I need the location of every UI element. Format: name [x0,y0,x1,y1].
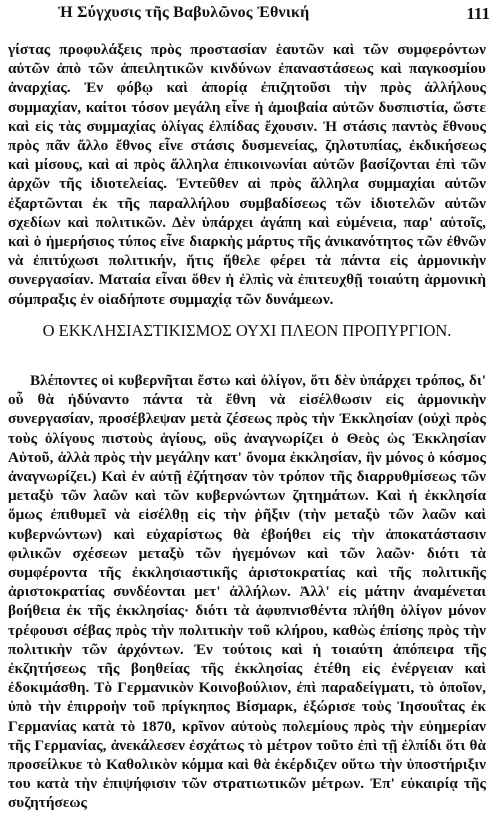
running-title: Ἡ Σύγχυσις τῆς Βαβυλῶνος Ἐθνική [58,4,310,21]
page-number: 111 [466,4,490,23]
body-paragraph: Βλέποντες οἱ κυβερνῆται ἔστω καὶ ὀλίγον, ὅτι δὲν ὑπάρχει τρόπος, δι' οὗ θὰ ἠδύναντο πάντα τὰ ἔθνη νὰ εἰσέλθωσιν εἰς ἁρμονικὴν συνεργασίαν, προσέβλεψαν μετὰ ζέσεως πρὸς τὴν Ἐκκλησίαν (οὐχὶ πρὸς τοὺς ὀλίγους πιστοὺς ἁγίους, οὓς ἀναγνωρίζει ὁ Θεὸς ὡς Ἐκκλησίαν Αὐτοῦ, ἀλλὰ πρὸς τὴν μεγάλην κατ' ὄνομα ἐκκλησίαν, ἣν μόνος ὁ κόσμος ἀναγνωρίζει.) Καὶ ἐν αὐτῇ ἐζήτησαν τὸν τρόπον τῆς διαρρυθμίσεως τῶν μεταξὺ τῶν λαῶν καὶ τῶν κυβερνώντων ζητημάτων. Καὶ ἡ ἐκκλησία ὅμως ἐπιθυμεῖ νὰ εἰσέλθῃ εἰς τὴν ῥῆξιν (τὴν μεταξὺ τῶν λαῶν καὶ κυβερνώντων) καὶ εὐχαρίστως θὰ ἐβοήθει εἰς τὴν ἀποκατάστασιν φιλικῶν σχέσεων μεταξὺ τῶν ἡγεμόνων καὶ τῶν λαῶν· διότι τὰ συμφέροντα τῆς ἐκκλησιαστικῆς ἀριστοκρατίας καὶ τῆς πολιτικῆς ἀριστοκρατίας συνδέονται μετ' ἀλλήλων. Ἀλλ' εἰς μάτην ἀναμένεται βοήθεια ἐκ τῆς ἐκκλησίας· διότι τὰ ἀφυπνισθέντα πλήθη ὀλίγον μόνον τρέφουσι σέβας πρὸς τὴν πολιτικὴν τοῦ κλήρου, καθὼς ἐπίσης πρὸς τὴν πολιτικὴν τῶν ἀρχόντων. Ἐν τούτοις καὶ ἡ τοιαύτη ἀπόπειρα τῆς ἐκζητήσεως τῆς βοηθείας τῆς ἐκκλησίας ἐτέθη εἰς ἐνέργειαν καὶ ἐδοκιμάσθη. Τὸ Γερμανικὸν Κοινοβούλιον, ἐπὶ παραδείγματι, τὸ ὁποῖον, ὑπὸ τὴν ἐπιρροὴν τοῦ πρίγκηπος Βίσμαρκ, ἐξώρισε τοὺς Ἰησουΐτας ἐκ Γερμανίας κατὰ τὸ 1870, κρῖνον αὐτοὺς πολεμίους πρὸς τὴν εὐημερίαν τῆς Γερμανίας, ἀνεκάλεσεν ἐσχάτως τὸ μέτρον τοῦτο ἐπὶ τῇ ἐλπίδι ὅτι θὰ προσείλκυε τὸ Καθολικὸν κόμμα καὶ θὰ ἐκέρδιζεν οὕτω τὴν ὑποστήριξιν του κατὰ τὴν ἐπιψήφισιν τῶν στρατιωτικῶν μέτρων. Ἐπ' εὐκαιρίᾳ τῆς συζητήσεως [8,372,486,812]
section-heading: Ο ΕΚΚΛΗΣΙΑΣΤΙΚΙΣΜΟΣ ΟΥΧΙ ΠΛΕΟΝ ΠΡΟΠΥΡΓΙΟΝ. [42,321,452,340]
body-paragraph: γίστας προφυλάξεις πρὸς προστασίαν ἑαυτῶν καὶ τῶν συμφερόντων αὐτῶν ἀπὸ τῶν ἀπειλητικῶν κινδύνων ἐπαναστάσεως καὶ παγκοσμίου ἀναρχίας. Ἐν φόβῳ καὶ ἀπορίᾳ ἐπιζητοῦσι τὴν πρὸς ἀλλήλους συμμαχίαν, καίτοι τόσον μεγάλη εἶνε ἡ ἀμοιβαία αὐτῶν δυσπιστία, ὥστε καὶ εἰς τὰς συμμαχίας ὀλίγας ἐλπίδας ἔχουσιν. Ἡ στάσις παντὸς ἔθνους πρὸς πᾶν ἄλλο ἔθνος εἶνε στάσις δυσμενείας, ζηλοτυπίας, ἐκδικήσεως καὶ μίσους, καὶ αἱ πρὸς ἄλληλα ἐπικοινωνίαι αὐτῶν βασίζονται ἐπὶ τῶν ἀρχῶν τῆς ἰδιοτελείας. Ἐντεῦθεν αἱ πρὸς ἄλληλα συμμαχίαι αὐτῶν ἐξαρτῶνται ἐκ τῆς παραλλήλου συμβαδίσεως τῶν ἰδιοτελῶν αὐτῶν σχεδίων καὶ πολιτικῶν. Δὲν ὑπάρχει ἀγάπη καὶ εὐμένεια, παρ' αὐτοῖς, καὶ ὁ ἡμερήσιος τύπος εἶνε διαρκὴς μάρτυς τῆς ἀνικανότητος τῶν ἐθνῶν νὰ ἐπιτύχωσι πολιτικήν, ἥτις ἤθελε φέρει τὰ πάντα εἰς ἁρμονικὴν συνεργασίαν. Ματαία εἶναι ὅθεν ἡ ἐλπὶς νὰ ἐπιτευχθῇ τοιαύτη ἁρμονικὴ σύμπραξις ἐν οἱαδήποτε συμμαχίᾳ τῶν δυνάμεων. [8,41,486,308]
running-header [58,4,490,26]
